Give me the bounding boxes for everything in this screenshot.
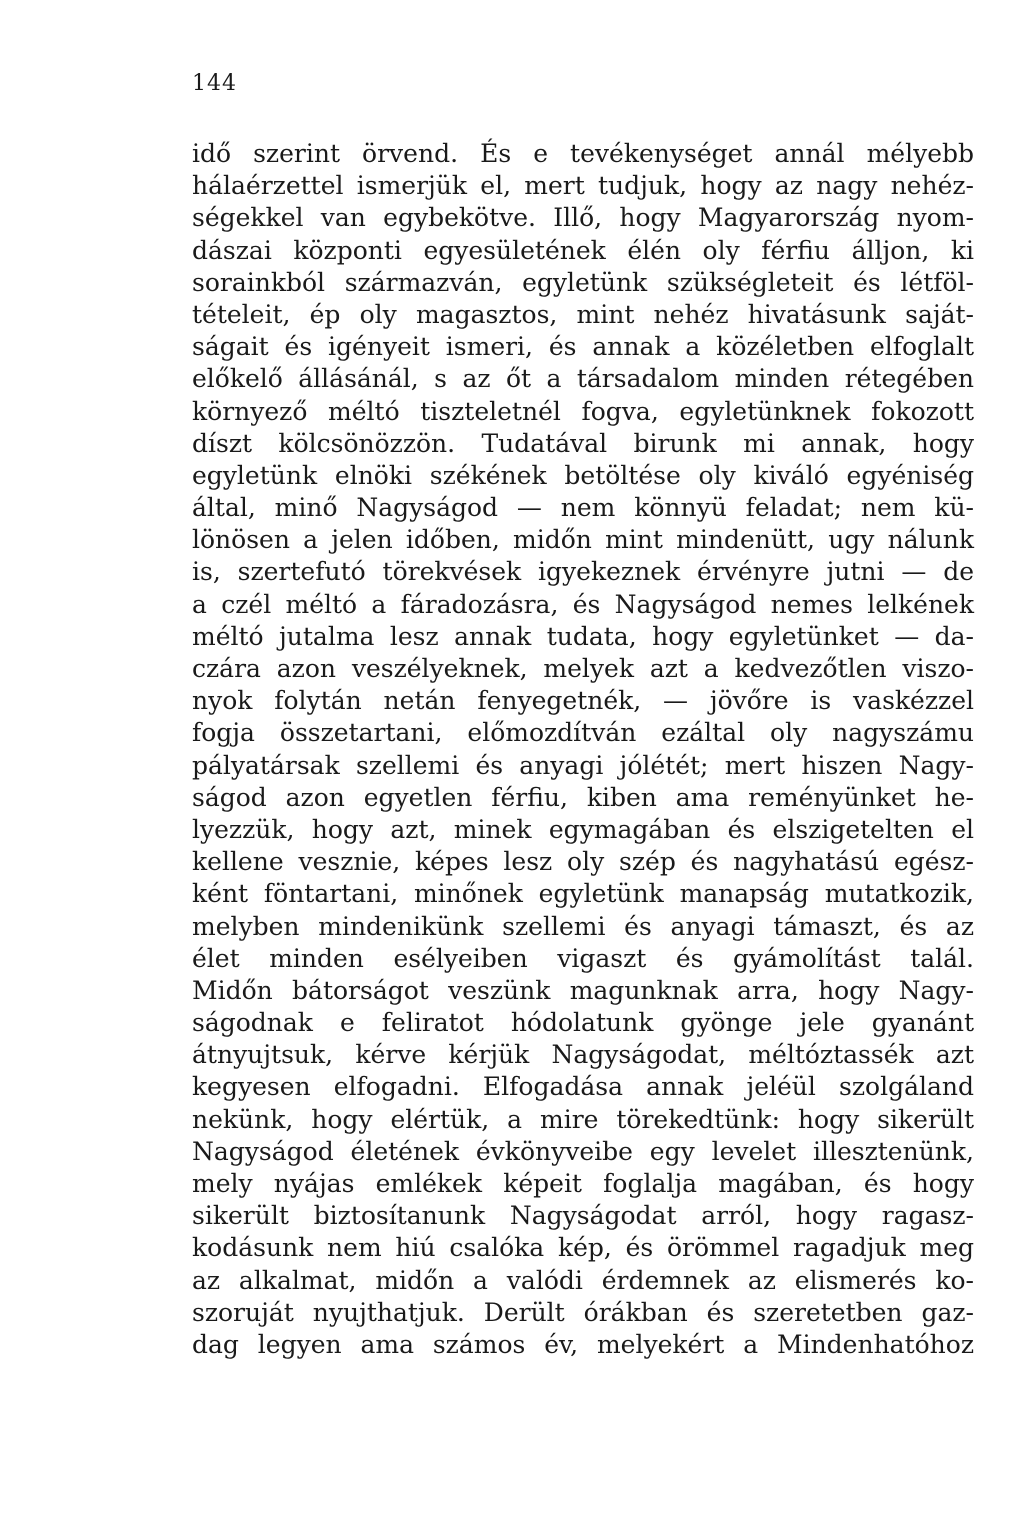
text-line: élet minden esélyeiben vigaszt és gyámolítást talál. bbox=[192, 943, 974, 973]
text-line: idő szerint örvend. És e tevékenységet annál mélyebb bbox=[192, 139, 974, 168]
text-line: lönösen a jelen időben, midőn mint mindenütt, ugy nálunk bbox=[192, 525, 974, 555]
text-line: melyben mindenikünk szellemi és anyagi támaszt, és az bbox=[192, 911, 974, 941]
text-line: nekünk, hogy elértük, a mire törekedtünk: hogy sikerült bbox=[192, 1104, 974, 1134]
text-line: ségekkel van egybekötve. Illő, hogy Magyarország nyom- bbox=[192, 203, 974, 233]
text-line: tételeit, ép oly magasztos, mint nehéz hivatásunk saját- bbox=[192, 299, 974, 329]
text-line: hálaérzettel ismerjük el, mert tudjuk, hogy az nagy nehéz- bbox=[192, 171, 974, 201]
text-line: környező méltó tiszteletnél fogva, egyletünknek fokozott bbox=[192, 396, 974, 426]
text-line: dászai központi egyesületének élén oly férfiu álljon, ki bbox=[192, 235, 974, 265]
text-line: díszt kölcsönözzön. Tudatával birunk mi annak, hogy bbox=[192, 428, 974, 458]
text-line: méltó jutalma lesz annak tudata, hogy egyletünket — da- bbox=[192, 621, 974, 651]
text-line: nyok folytán netán fenyegetnék, — jövőre is vaskézzel bbox=[192, 686, 974, 716]
text-line: szoruját nyujthatjuk. Derült órákban és szeretetben gaz- bbox=[192, 1297, 974, 1327]
text-line: mely nyájas emlékek képeit foglalja magában, és hogy bbox=[192, 1169, 974, 1198]
text-line: az alkalmat, midőn a valódi érdemnek az elismerés ko- bbox=[192, 1265, 974, 1295]
text-line: átnyujtsuk, kérve kérjük Nagyságodat, méltóztassék azt bbox=[192, 1040, 974, 1070]
text-line: Midőn bátorságot veszünk magunknak arra, hogy Nagy- bbox=[192, 975, 974, 1005]
text-line: kodásunk nem hiú csalóka kép, és örömmel ragadjuk meg bbox=[192, 1233, 974, 1263]
text-line: is, szertefutó törekvések igyekeznek érvényre jutni — de bbox=[192, 557, 974, 587]
text-line: czára azon veszélyeknek, melyek azt a kedvezőtlen viszo- bbox=[192, 654, 974, 683]
text-line: a czél méltó a fáradozásra, és Nagyságod nemes lelkének bbox=[192, 589, 974, 619]
page-number: 144 bbox=[192, 71, 237, 96]
text-line: sikerült biztosítanunk Nagyságodat arról, hogy ragasz- bbox=[192, 1201, 974, 1231]
text-line: sorainkból származván, egyletünk szükségleteit és létföl- bbox=[192, 267, 974, 297]
text-line: kellene vesznie, képes lesz oly szép és nagyhatású egész- bbox=[192, 847, 974, 877]
text-line: által, minő Nagyságod — nem könnyü feladat; nem kü- bbox=[192, 493, 974, 523]
text-line: ságait és igényeit ismeri, és annak a közéletben elfoglalt bbox=[192, 332, 974, 362]
body-text bbox=[192, 138, 974, 1361]
text-line: kegyesen elfogadni. Elfogadása annak jeléül szolgáland bbox=[192, 1072, 974, 1102]
text-line: dag legyen ama számos év, melyekért a Mindenhatóhoz bbox=[192, 1329, 974, 1359]
text-line: ságodnak e feliratot hódolatunk gyönge jele gyanánt bbox=[192, 1008, 974, 1038]
text-line: előkelő állásánál, s az őt a társadalom minden rétegében bbox=[192, 364, 974, 394]
text-line: lyezzük, hogy azt, minek egymagában és elszigetelten el bbox=[192, 814, 974, 844]
text-line: egyletünk elnöki székének betöltése oly kiváló egyéniség bbox=[192, 460, 974, 490]
text-line: Nagyságod életének évkönyveibe egy levelet illesztenünk, bbox=[192, 1136, 974, 1166]
text-line: pályatársak szellemi és anyagi jólétét; mert hiszen Nagy- bbox=[192, 750, 974, 780]
text-line: ságod azon egyetlen férfiu, kiben ama reményünket he- bbox=[192, 782, 974, 812]
text-line: ként föntartani, minőnek egyletünk manapság mutatkozik, bbox=[192, 879, 974, 909]
text-line: fogja összetartani, előmozdítván ezáltal oly nagyszámu bbox=[192, 718, 974, 748]
